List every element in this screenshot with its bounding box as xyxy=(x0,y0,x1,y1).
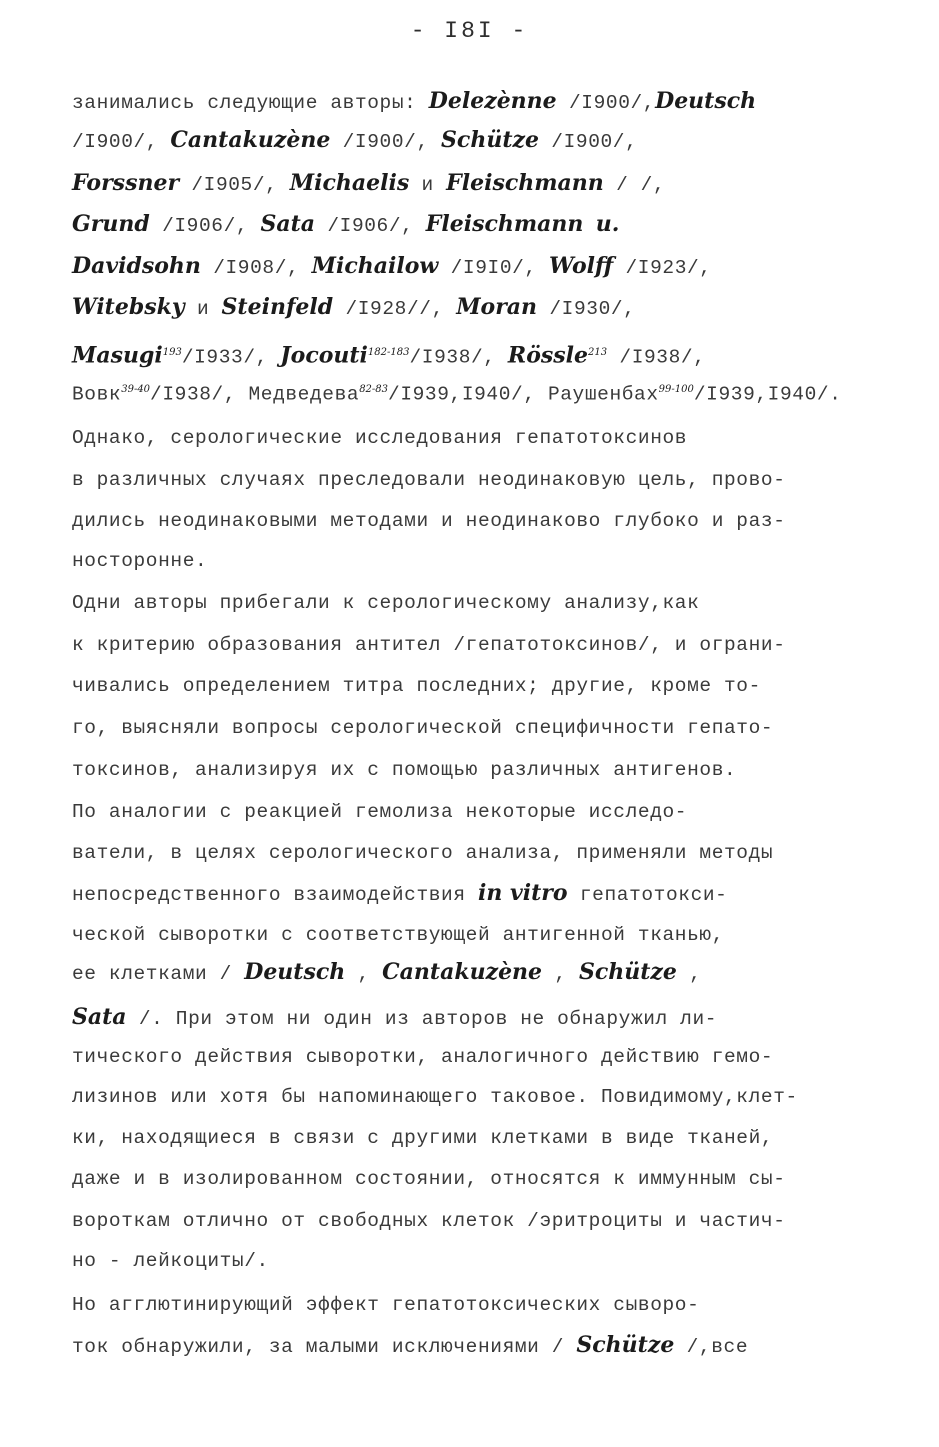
handwritten-name: Delezènne xyxy=(428,88,557,114)
handwritten-name: Jocouti xyxy=(280,342,368,369)
text-line xyxy=(72,880,728,908)
text-line xyxy=(72,757,736,783)
typed-text: /I900/, xyxy=(538,131,638,153)
reference-number: 213 xyxy=(588,347,608,358)
typed-text: /I900/, xyxy=(72,131,171,153)
handwritten-name: Sata xyxy=(72,1004,127,1030)
text-line xyxy=(72,1125,773,1151)
typed-text: дились неодинаковыми методами и неодинаково глубоко и раз- xyxy=(72,510,786,532)
typed-text: /I938/, Медведева xyxy=(150,383,360,406)
typed-text: /I939,I940/. xyxy=(693,383,842,406)
text-line xyxy=(72,467,786,493)
typed-text: /I908/, xyxy=(200,257,312,279)
handwritten-name: Grund xyxy=(72,211,150,237)
handwritten-name: Wolff xyxy=(549,253,614,279)
typed-text: токсинов, анализируя их с помощью различных антигенов. xyxy=(72,759,737,781)
handwritten-name: Schütze xyxy=(578,959,677,985)
text-line xyxy=(72,1292,699,1318)
handwritten-name: Cantakuzène xyxy=(170,127,331,153)
text-line xyxy=(72,922,724,948)
typed-text: го, выясняли вопросы серологической специфичности гепато- xyxy=(72,717,774,739)
handwritten-name: Witebsky xyxy=(72,294,185,320)
typed-text: ческой сыворотки с соответствующей антигенной тканью, xyxy=(72,924,725,946)
handwritten-name: Rössle xyxy=(507,342,588,369)
typed-text: По аналогии с реакцией гемолиза некоторые исследо- xyxy=(72,801,688,823)
handwritten-name: Michailow xyxy=(311,253,439,279)
typed-text: /I930/, xyxy=(537,298,636,320)
reference-number: 39-40 xyxy=(121,384,151,395)
typed-text: /I906/, xyxy=(149,215,261,237)
text-line xyxy=(72,294,635,322)
text-line xyxy=(72,253,712,281)
text-line xyxy=(72,340,706,371)
handwritten-name: Fleischmann xyxy=(425,211,584,237)
typed-text: к критерию образования антител /гепатотоксинов/, и ограни- xyxy=(72,634,786,656)
text-line xyxy=(72,548,207,574)
typed-text: ки, находящиеся в связи с другими клетками в виде тканей, xyxy=(72,1127,774,1149)
typed-text: /I933/, xyxy=(181,346,281,369)
handwritten-name: u. xyxy=(595,211,620,237)
handwritten-name: Davidsohn xyxy=(72,253,201,279)
typed-text: /I900/, xyxy=(330,131,442,153)
typed-text: ватели, в целях серологического анализа, применяли методы xyxy=(72,842,774,864)
typed-text: Одни авторы прибегали к серологическому анализу,как xyxy=(72,592,700,614)
handwritten-name: Steinfeld xyxy=(221,294,334,320)
typed-text: тического действия сыворотки, аналогичного действию гемо- xyxy=(72,1046,774,1068)
text-line xyxy=(72,1332,748,1360)
typed-text xyxy=(583,215,595,237)
typed-text: /I9I0/, xyxy=(438,257,550,279)
typed-text: /I900/, xyxy=(556,92,656,114)
typed-text: Однако, серологические исследования гепатотоксинов xyxy=(72,427,688,449)
text-line xyxy=(72,1208,786,1234)
typed-text: / /, xyxy=(603,174,666,196)
typed-text: занимались следующие авторы: xyxy=(72,92,429,114)
text-line xyxy=(72,377,842,408)
handwritten-name: Forssner xyxy=(72,170,180,196)
typed-text: /I906/, xyxy=(315,215,426,237)
text-line xyxy=(72,425,687,451)
typed-text: /I905/, xyxy=(179,174,290,196)
typed-text: чивались определением титра последних; другие, кроме то- xyxy=(72,675,761,697)
text-line xyxy=(72,1044,773,1070)
typed-text: и xyxy=(184,298,222,320)
text-line xyxy=(72,673,761,699)
handwritten-name: Deutsch xyxy=(244,959,346,985)
reference-number: 182-183 xyxy=(367,347,410,358)
typed-text: , xyxy=(345,963,383,985)
handwritten-name: Michaelis xyxy=(289,170,410,196)
typed-text: , xyxy=(676,963,702,985)
typed-text: /I939,I940/, Раушенбах xyxy=(388,383,659,406)
typed-text: /I938/, xyxy=(409,346,508,369)
text-line xyxy=(72,1166,786,1192)
typed-text: /I923/, xyxy=(613,257,712,279)
typed-text: гепатотокси- xyxy=(567,884,728,906)
typed-text: носторонне. xyxy=(72,550,208,572)
text-line xyxy=(72,1248,269,1274)
typed-text: Но агглютинирующий эффект гепатотоксических сыворо- xyxy=(72,1294,700,1316)
text-line xyxy=(72,88,756,116)
text-line xyxy=(72,799,687,825)
page-number: - I8I - xyxy=(410,18,529,44)
typed-text: даже и в изолированном состоянии, относятся к иммунным сы- xyxy=(72,1168,786,1190)
handwritten-name: in vitro xyxy=(477,880,568,906)
typed-text: непосредственного взаимодействия xyxy=(72,884,478,906)
handwritten-name: Fleischmann xyxy=(446,170,604,196)
typed-text: ток обнаружили, за малыми исключениями / xyxy=(72,1336,577,1358)
text-line xyxy=(72,590,699,616)
text-line xyxy=(72,1004,717,1032)
typed-text: но - лейкоциты/. xyxy=(72,1250,269,1272)
text-line xyxy=(72,840,773,866)
handwritten-name: Sata xyxy=(260,211,316,237)
reference-number: 82-83 xyxy=(359,384,389,395)
typed-text: и xyxy=(409,174,447,196)
typed-text: Вовк xyxy=(72,383,122,406)
typed-text: /. При этом ни один из авторов не обнаружил ли- xyxy=(126,1008,718,1030)
text-line xyxy=(72,127,637,155)
handwritten-name: Deutsch xyxy=(655,88,757,114)
typed-text: в различных случаях преследовали неодинаковую цель, прово- xyxy=(72,469,786,491)
text-line xyxy=(72,959,702,987)
text-line xyxy=(72,211,619,239)
text-line xyxy=(72,632,786,658)
handwritten-name: Moran xyxy=(456,294,538,320)
typed-text: вороткам отлично от свободных клеток /эритроциты и частич- xyxy=(72,1210,786,1232)
handwritten-name: Masugi xyxy=(72,342,163,369)
typed-text: /I928//, xyxy=(333,298,457,320)
text-line xyxy=(72,1084,798,1110)
typed-text: /,все xyxy=(674,1336,749,1358)
handwritten-name: Cantakuzène xyxy=(382,959,543,985)
reference-number: 193 xyxy=(162,347,182,358)
reference-number: 99-100 xyxy=(658,384,694,395)
text-line xyxy=(72,508,786,534)
text-line xyxy=(72,170,665,198)
handwritten-name: Schütze xyxy=(441,127,539,153)
typed-text: ее клетками / xyxy=(72,963,245,985)
handwritten-name: Schütze xyxy=(576,1332,675,1358)
typed-text: /I938/, xyxy=(607,346,706,369)
typed-text: , xyxy=(542,963,579,985)
typed-text: лизинов или хотя бы напоминающего таковое. Повидимому,клет- xyxy=(72,1086,798,1108)
text-line xyxy=(72,715,773,741)
